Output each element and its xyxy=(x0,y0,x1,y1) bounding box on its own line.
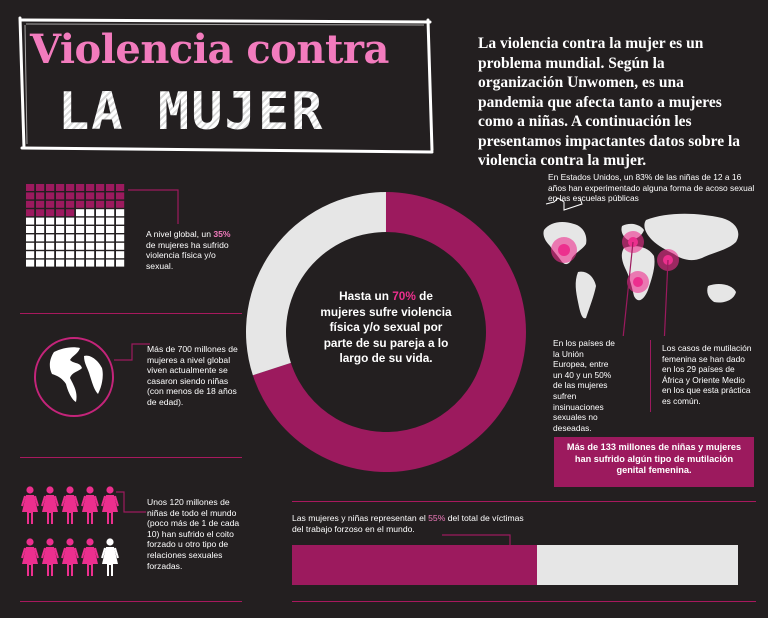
divider-4 xyxy=(292,501,756,502)
waffle-cell xyxy=(106,251,114,258)
waffle-cell xyxy=(96,260,104,267)
waffle-cell xyxy=(116,234,124,241)
donut-post: de mujeres sufre violencia física y/o sexual por parte de su pareja a lo largo de su vida. xyxy=(320,289,452,365)
waffle-cell xyxy=(96,218,104,225)
stat-55-post: del total de víctimas del trabajo forzoso en el mundo. xyxy=(292,513,524,534)
waffle-cell xyxy=(66,226,74,233)
waffle-cell xyxy=(86,234,94,241)
waffle-cell xyxy=(106,226,114,233)
waffle-cell xyxy=(36,192,44,199)
waffle-cell xyxy=(86,226,94,233)
waffle-cell xyxy=(76,184,84,191)
waffle-cell xyxy=(86,184,94,191)
stat-55-value: 55% xyxy=(428,513,446,523)
waffle-cell xyxy=(36,243,44,250)
stat-mutilation-text: Los casos de mutilación femenina se han dado en los 29 países de África y Oriente Medio en los que esta práctica es común. xyxy=(662,343,752,406)
waffle-cell xyxy=(116,243,124,250)
waffle-cell xyxy=(46,192,54,199)
waffle-cell xyxy=(26,226,34,233)
divider-5 xyxy=(292,601,756,602)
waffle-cell xyxy=(66,209,74,216)
woman-icon xyxy=(22,486,38,524)
waffle-cell xyxy=(56,251,64,258)
waffle-cell xyxy=(56,243,64,250)
waffle-cell xyxy=(76,226,84,233)
waffle-cell xyxy=(66,192,74,199)
woman-icon xyxy=(62,538,78,576)
waffle-cell xyxy=(66,243,74,250)
stat-35-text xyxy=(146,229,242,271)
woman-icon xyxy=(102,538,118,576)
title-line2: LA MUJER xyxy=(58,82,325,142)
waffle-cell xyxy=(56,201,64,208)
waffle-cell xyxy=(76,243,84,250)
stat-35-value: 35% xyxy=(213,229,231,239)
waffle-cell xyxy=(46,234,54,241)
waffle-cell xyxy=(86,209,94,216)
waffle-cell xyxy=(66,251,74,258)
waffle-cell xyxy=(76,218,84,225)
waffle-cell xyxy=(106,209,114,216)
waffle-cell xyxy=(86,218,94,225)
waffle-cell xyxy=(46,218,54,225)
waffle-cell xyxy=(116,218,124,225)
waffle-cell xyxy=(56,218,64,225)
waffle-cell xyxy=(96,243,104,250)
waffle-cell xyxy=(26,251,34,258)
waffle-cell xyxy=(86,251,94,258)
stat-35-pre: A nivel global, un xyxy=(146,229,211,239)
waffle-cell xyxy=(96,234,104,241)
waffle-cell xyxy=(36,234,44,241)
stat-55-pre: Las mujeres y niñas representan el xyxy=(292,513,426,523)
waffle-cell xyxy=(116,201,124,208)
intro-text: La violencia contra la mujer es un problema mundial. Según la organización Unwomen, es una pandemia que afecta tanto a mujeres como a niñas. A continuación les presentamos impactantes datos sobre la violencia contra la mujer. xyxy=(478,35,741,169)
waffle-cell xyxy=(66,260,74,267)
stat-55-text xyxy=(292,513,532,534)
stat-ue-text: En los países de la Unión Europea, entre un 40 y un 50% de las mujeres sufren insinuaciones sexuales no deseadas. xyxy=(553,338,615,433)
waffle-cell xyxy=(46,251,54,258)
waffle-cell xyxy=(96,192,104,199)
mutilation-leader xyxy=(650,340,651,412)
waffle-cell xyxy=(26,260,34,267)
waffle-cell xyxy=(116,260,124,267)
waffle-connector xyxy=(126,188,186,228)
waffle-cell xyxy=(56,234,64,241)
waffle-cell xyxy=(76,234,84,241)
waffle-cell xyxy=(96,226,104,233)
waffle-cell xyxy=(106,192,114,199)
waffle-cell xyxy=(96,251,104,258)
waffle-cell xyxy=(26,243,34,250)
waffle-cell xyxy=(26,184,34,191)
divider-1 xyxy=(20,313,242,314)
waffle-cell xyxy=(106,243,114,250)
south-america-shape xyxy=(576,272,596,319)
bar-55 xyxy=(292,545,738,585)
waffle-cell xyxy=(116,209,124,216)
women-figures xyxy=(20,486,124,582)
waffle-cell xyxy=(76,209,84,216)
waffle-cell xyxy=(36,226,44,233)
waffle-cell xyxy=(26,192,34,199)
waffle-cell xyxy=(86,201,94,208)
woman-icon xyxy=(42,538,58,576)
woman-icon xyxy=(62,486,78,524)
waffle-cell xyxy=(26,209,34,216)
waffle-cell xyxy=(66,184,74,191)
australia-shape xyxy=(707,284,736,303)
waffle-cell xyxy=(36,251,44,258)
waffle-cell xyxy=(116,184,124,191)
donut-label xyxy=(316,289,456,367)
bar-55-fill xyxy=(292,545,537,585)
waffle-cell xyxy=(46,209,54,216)
waffle-cell xyxy=(46,226,54,233)
waffle-cell xyxy=(56,226,64,233)
women-connector xyxy=(114,490,150,530)
waffle-cell xyxy=(46,184,54,191)
waffle-cell xyxy=(106,184,114,191)
waffle-cell xyxy=(36,201,44,208)
waffle-cell xyxy=(116,226,124,233)
waffle-cell xyxy=(106,218,114,225)
waffle-cell xyxy=(86,192,94,199)
waffle-cell xyxy=(96,184,104,191)
waffle-chart xyxy=(26,184,128,268)
waffle-cell xyxy=(56,260,64,267)
waffle-cell xyxy=(86,243,94,250)
waffle-cell xyxy=(76,201,84,208)
marker-usa xyxy=(558,244,570,256)
stat-133-box: Más de 133 millones de niñas y mujeres han sufrido algún tipo de mutilación genital femenina. xyxy=(554,437,754,487)
woman-icon xyxy=(42,486,58,524)
waffle-cell xyxy=(56,184,64,191)
waffle-cell xyxy=(66,234,74,241)
divider-3 xyxy=(20,601,242,602)
map-usa-text: En Estados Unidos, un 83% de las niñas de 12 a 16 años han experimentado alguna forma de acoso sexual en las escuelas públicas xyxy=(548,172,755,204)
waffle-cell xyxy=(76,192,84,199)
waffle-cell xyxy=(116,251,124,258)
asia-shape xyxy=(644,214,738,260)
waffle-cell xyxy=(76,260,84,267)
waffle-cell xyxy=(106,260,114,267)
waffle-cell xyxy=(46,260,54,267)
waffle-cell xyxy=(66,201,74,208)
donut-pre: Hasta un xyxy=(339,289,389,303)
waffle-cell xyxy=(36,209,44,216)
world-map xyxy=(536,196,768,336)
waffle-cell xyxy=(66,218,74,225)
waffle-cell xyxy=(116,192,124,199)
waffle-cell xyxy=(46,243,54,250)
woman-icon xyxy=(82,538,98,576)
waffle-cell xyxy=(26,218,34,225)
waffle-cell xyxy=(56,192,64,199)
waffle-cell xyxy=(86,260,94,267)
waffle-cell xyxy=(96,201,104,208)
waffle-cell xyxy=(36,260,44,267)
donut-value: 70% xyxy=(392,289,416,303)
waffle-cell xyxy=(26,234,34,241)
stat-700-text: Más de 700 millones de mujeres a nivel global viven actualmente se casaron siendo niñas (con menos de 18 años de edad). xyxy=(147,344,238,407)
stat-120-text: Unos 120 millones de niñas de todo el mundo (poco más de 1 de cada 10) han sufrido el coito forzado u otro tipo de relaciones sexuales forzadas. xyxy=(147,497,240,571)
woman-icon xyxy=(22,538,38,576)
title-line1: Violencia contra xyxy=(30,26,389,73)
stat-35-post: de mujeres ha sufrido violencia física y/o sexual. xyxy=(146,239,229,271)
waffle-cell xyxy=(56,209,64,216)
waffle-cell xyxy=(36,218,44,225)
waffle-cell xyxy=(46,201,54,208)
divider-2 xyxy=(20,457,242,458)
waffle-cell xyxy=(106,234,114,241)
waffle-cell xyxy=(76,251,84,258)
waffle-cell xyxy=(96,209,104,216)
woman-icon xyxy=(82,486,98,524)
waffle-cell xyxy=(36,184,44,191)
waffle-cell xyxy=(106,201,114,208)
marker-africa xyxy=(633,277,643,287)
waffle-cell xyxy=(26,201,34,208)
